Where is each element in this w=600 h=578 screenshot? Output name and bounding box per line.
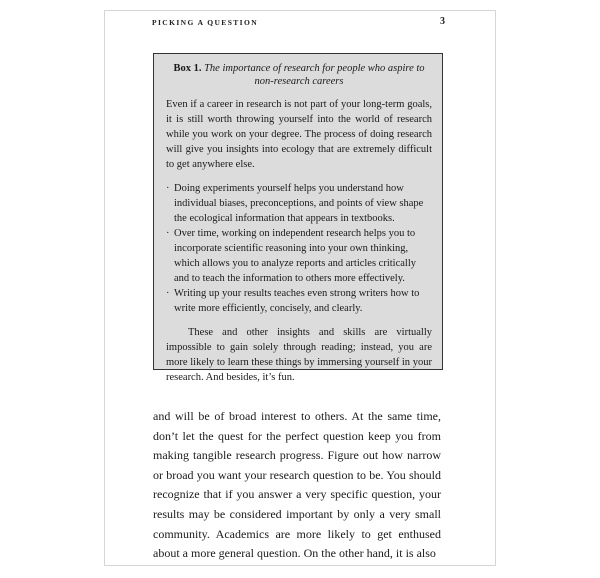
- page-number: 3: [440, 16, 445, 27]
- sidebar-box: [153, 53, 443, 383]
- box-bullet-item: · Writing up your results teaches even strong writers how to write more efficiently, concisely, and clearly.: [166, 288, 420, 314]
- box-subtitle: The importance of research for people who aspire to non-research careers: [204, 63, 425, 87]
- box-intro-paragraph: Even if a career in research is not part of your long-term goals, it is still worth throwing yourself into the world of research while you work on your degree. The process of doing research will give you insights into ecology that are extremely difficult to get anywhere else.: [166, 99, 432, 170]
- box-closing-paragraph: These and other insights and skills are virtually impossible to gain solely through reading; instead, you are more likely to learn these things by immersing yourself in your research. And besides, it’s fun.: [166, 327, 432, 383]
- box-bullet-list: [166, 181, 432, 316]
- box-bullet-item: · Doing experiments yourself helps you understand how individual biases, preconceptions, and points of view shape the ecological information that appears in textbooks.: [166, 183, 424, 224]
- bullet-dot-icon: ·: [166, 288, 170, 299]
- bullet-dot-icon: ·: [166, 183, 170, 194]
- bullet-dot-icon: ·: [166, 228, 170, 239]
- body-paragraph: and will be of broad interest to others. At the same time, don’t let the quest for the perfect question keep you from making tangible research progress. Figure out how narrow or broad you want your research question to be. You should recognize that if you answer a very specific question, your results may be considered important by only a very small community. Academics are more likely to get enthused about a more general question. On the other hand, it is also: [153, 409, 441, 561]
- running-head: PICKING A QUESTION: [152, 18, 259, 27]
- box-bullet-item: · Over time, working on independent research helps you to incorporate scientific reasoning into your own thinking, which allows you to analyze reports and articles critically and to teach the information to others more effectively.: [166, 228, 416, 284]
- box-label: Box 1.: [173, 63, 202, 74]
- book-page: [104, 10, 496, 566]
- box-title: [166, 62, 432, 88]
